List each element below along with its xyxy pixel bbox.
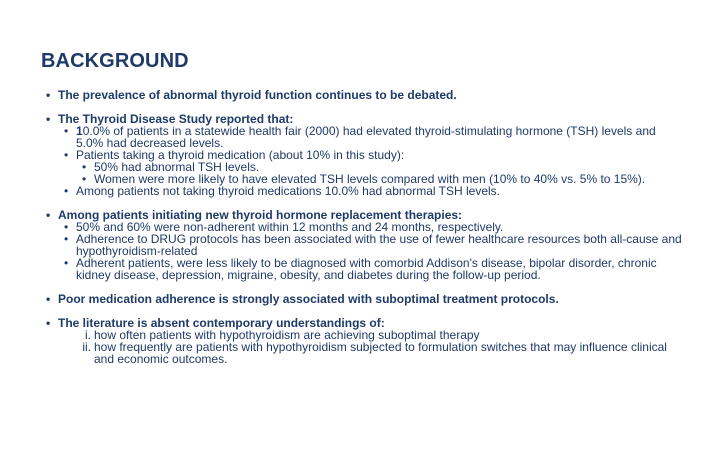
bullet-dot-icon: • [82, 160, 87, 174]
bullet-text: The prevalence of abnormal thyroid function continues to be debated. [58, 88, 457, 102]
bullet-text: The Thyroid Disease Study reported that: [58, 112, 294, 126]
item-text: how often patients with hypothyroidism are achieving suboptimal therapy [94, 328, 480, 342]
bullet-text-bold: 1 [76, 124, 83, 138]
bullet-dot-icon: • [46, 292, 51, 306]
bullet-text: 0.0% of patients in a statewide health fair (2000) had elevated thyroid-stimulating hormone (TSH) levels and 5.0% had decreased levels. [76, 124, 656, 150]
item-number: ii. [82, 340, 91, 354]
slide-title: BACKGROUND [41, 50, 189, 72]
item-number: i. [85, 328, 91, 342]
sub-bullet-not-taking [46, 185, 686, 197]
bullet-dot-icon: • [46, 208, 51, 222]
numbered-item-ii [46, 341, 686, 365]
bullet-dot-icon: • [46, 88, 51, 102]
bullet-dot-icon: • [64, 220, 69, 234]
sub-bullet-health-fair [46, 125, 686, 149]
bullet-dot-icon: • [82, 172, 87, 186]
bullet-poor-adherence [46, 293, 686, 305]
bullet-text: Poor medication adherence is strongly associated with suboptimal treatment protocols. [58, 292, 559, 306]
sub-bullet-adherent-patients [46, 257, 686, 281]
item-text: how frequently are patients with hypothyroidism subjected to formulation switches that may influence clinical and economic outcomes. [94, 340, 667, 366]
bullet-text: 50% and 60% were non-adherent within 12 months and 24 months, respectively. [76, 220, 504, 234]
bullet-dot-icon: • [46, 112, 51, 126]
bullet-dot-icon: • [64, 184, 69, 198]
bullet-dot-icon: • [64, 256, 69, 270]
bullet-dot-icon: • [64, 148, 69, 162]
bullet-text: Among patients not taking thyroid medications 10.0% had abnormal TSH levels. [76, 184, 501, 198]
bullet-text: Among patients initiating new thyroid hormone replacement therapies: [58, 208, 463, 222]
bullet-text: Adherent patients, were less likely to be diagnosed with comorbid Addison's disease, bipolar disorder, chronic kidney disease, depression, migraine, obesity, and diabetes during the follow-up period. [76, 256, 657, 282]
sub-bullet-adherence-drug [46, 233, 686, 257]
bullet-prevalence [46, 89, 686, 101]
slide-body [46, 89, 686, 365]
bullet-text: The literature is absent contemporary understandings of: [58, 316, 385, 330]
bullet-dot-icon: • [64, 232, 69, 246]
bullet-text: 50% had abnormal TSH levels. [94, 160, 260, 174]
bullet-dot-icon: • [46, 316, 51, 330]
bullet-text: Adherence to DRUG protocols has been associated with the use of fewer healthcare resources both all-cause and hypothyroidism-related [76, 232, 682, 258]
bullet-text: Patients taking a thyroid medication (about 10% in this study): [76, 148, 405, 162]
bullet-dot-icon: • [64, 124, 69, 138]
bullet-text: Women were more likely to have elevated TSH levels compared with men (10% to 40% vs. 5% to 15%). [94, 172, 646, 186]
